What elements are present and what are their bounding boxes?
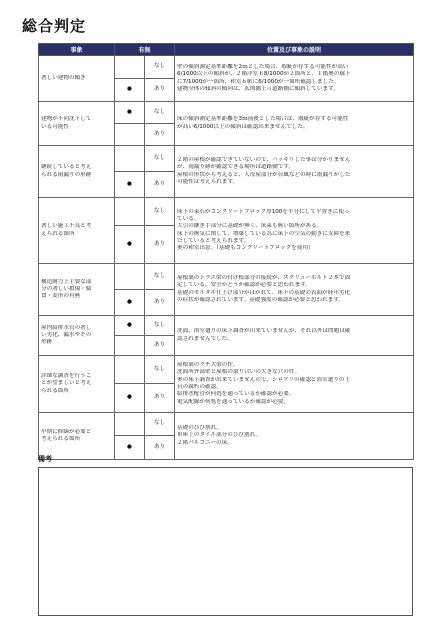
presence-option-label: なし — [145, 56, 175, 79]
presence-option-label: なし — [145, 316, 175, 336]
presence-option-label: なし — [145, 264, 175, 290]
item-text: 早期に修繕が必要と — [41, 428, 92, 435]
presence-option-label: あり — [145, 290, 175, 316]
description-cell — [175, 264, 414, 316]
item-text: 継続していると考え — [41, 164, 92, 171]
item-text: 構造耐力上主要な部 — [41, 278, 92, 285]
item-text: いる可能性 — [41, 123, 69, 130]
table-row — [39, 356, 414, 384]
description-cell — [175, 146, 414, 198]
description-line: が、雨漏り跡が確認できる場所は道路側です。 — [177, 164, 295, 171]
description-line: ２階の屋根が確認できていないので、ハッキリした事は分かりません — [177, 156, 351, 163]
presence-option-label: あり — [145, 226, 175, 264]
item-text: えられる箇所 — [41, 230, 75, 237]
item-cell — [39, 413, 115, 460]
presence-mark — [115, 336, 145, 356]
table-header-row — [39, 44, 414, 56]
header-item: 事象 — [39, 44, 115, 56]
description-line: の症状が確認されています。基礎強度の確認が必要と思われます。 — [177, 296, 344, 303]
item-text: 食・変形の有無 — [41, 293, 81, 300]
description-line: 6/1000以上の傾斜が、２階洋室Ｅ8/1000が２箇所と、１階奥の廊下 — [177, 71, 351, 78]
presence-mark — [115, 356, 145, 384]
presence-option-label: なし — [145, 146, 175, 172]
presence-option-label: あり — [145, 384, 175, 413]
presence-option-label: あり — [145, 172, 175, 198]
description-line: 大引の継ぎ手部分に基礎が無く、床束も無い箇所がある。 — [177, 223, 323, 230]
description-line: 床の傾斜測定基準距離を3ｍ前後とした場合は、瑕疵が存する可能性 — [177, 116, 349, 123]
description-line: たしていると考えられます。 — [177, 237, 250, 244]
presence-option-label: あり — [145, 336, 175, 356]
description-line: 基礎のひび割れ。 — [177, 425, 223, 432]
presence-option-label: あり — [145, 79, 175, 102]
table-row — [39, 413, 414, 436]
item-text: られる雨漏りの形跡 — [41, 171, 92, 178]
description-line: 台の腐朽の確認。 — [177, 384, 222, 390]
description-line: 屋根の形状から考えると、人母屋部分が台風などの時に雨漏りがした — [177, 171, 351, 178]
presence-mark — [115, 198, 145, 226]
item-cell — [39, 356, 115, 413]
item-cell — [39, 316, 115, 356]
description-cell — [175, 356, 414, 413]
presence-mark: ● — [115, 226, 145, 264]
item-text: とが望ましいと考え — [41, 380, 92, 387]
item-cell — [39, 146, 115, 198]
presence-mark: ● — [115, 290, 145, 316]
item-text: られる箇所 — [41, 387, 69, 394]
presence-mark: ● — [115, 316, 145, 336]
remarks-label: 備考 — [38, 455, 52, 463]
presence-option-label: あり — [145, 436, 175, 460]
description-cell — [175, 102, 414, 146]
description-line: 奥の床下調査が出来ていませんので、シロアリの確認と浴室廻りの土 — [177, 376, 351, 383]
presence-mark: ● — [115, 384, 145, 413]
description-cell — [175, 198, 414, 264]
description-line: 床下の束石がコンクリートブロック厚100を半分にして平置きに使っ — [177, 208, 350, 215]
table-row — [39, 146, 414, 172]
item-text: 考えられる箇所 — [41, 436, 81, 442]
description-line: 給排水配管が何処を通っているか確認が必要。 — [177, 391, 295, 398]
description-line: 壁の傾斜測定基準距離を2ｍとした場合、瑕疵が存する可能性が高い — [177, 63, 349, 70]
presence-option-label: あり — [145, 124, 175, 146]
description-line: ている。 — [177, 215, 200, 222]
presence-option-label: なし — [145, 356, 175, 384]
description-line: 屋根裏のトラス梁の付け根部分の接続が、スクリューボルト２本で固 — [177, 274, 351, 281]
description-line: 車庫上のタイル部分のひび割れ。 — [177, 432, 262, 439]
presence-option-label: なし — [145, 413, 175, 436]
table-row — [39, 56, 414, 79]
description-line: 電気配線が何処を通っているか確認が必要。 — [177, 398, 289, 405]
presence-option-label: なし — [145, 198, 175, 226]
description-line: 定している。安全かどうか確認が必要と思われます。 — [177, 282, 311, 289]
table-row — [39, 316, 414, 336]
item-cell — [39, 264, 115, 316]
presence-mark: ● — [115, 436, 145, 460]
description-cell — [175, 56, 414, 102]
presence-option-label: なし — [145, 102, 175, 124]
description-line: 基礎のモルタル仕上げ部分がはがれて、床下の基礎の表面が経年劣化 — [177, 289, 351, 296]
description-line: ２階バルコニーの床。 — [177, 439, 233, 446]
header-presence: 有無 — [115, 44, 175, 56]
header-description: 位置及び事象の説明 — [175, 44, 414, 56]
presence-mark: ● — [115, 172, 145, 198]
description-line: 洗面、浴室廻りの床下調査が出来ていませんが、それ以外は問題は確 — [177, 328, 351, 335]
description-cell — [175, 413, 414, 460]
description-cell — [175, 316, 414, 356]
item-cell — [39, 102, 115, 146]
description-line: 建物全体の傾斜の傾向は、玄関側上っ道路側に傾斜しています。 — [177, 85, 339, 92]
presence-mark — [115, 124, 145, 146]
table-row — [39, 102, 414, 124]
item-cell — [39, 198, 115, 264]
description-line: 奥の和室出窓。（基礎もコンクリートブロックを使用） — [177, 245, 314, 252]
table-row — [39, 264, 414, 290]
description-line: 洗面所外部壁と屋根の取り合いの大きな穴の件。 — [177, 369, 301, 376]
item-text: 著しい建物の傾き — [41, 74, 86, 81]
description-line: に7/1000が一箇所、和室６帖に6/1000が一箇所確認しました。 — [177, 78, 340, 85]
presence-mark — [115, 264, 145, 290]
item-text: 分の著しい損傷・腐 — [41, 285, 92, 292]
description-line: 屋根裏のラチ大梁の件。 — [177, 362, 239, 369]
item-text: 著しい施工不良と考 — [41, 223, 92, 230]
presence-mark: ● — [115, 79, 145, 102]
presence-mark: ● — [115, 102, 145, 124]
item-text: 建物が不同沈下して — [41, 116, 92, 123]
description-line: 認されませんでした。 — [177, 335, 233, 342]
presence-mark — [115, 146, 145, 172]
presence-mark — [115, 413, 145, 436]
page-title: 総合判定 — [22, 17, 87, 35]
presence-mark — [115, 56, 145, 79]
item-text: 形跡 — [41, 339, 53, 346]
item-cell — [39, 56, 115, 102]
item-text: 屋内給排水管の著し — [41, 324, 92, 331]
judgement-table — [38, 43, 414, 460]
item-text: い劣化、漏水やその — [41, 331, 92, 338]
description-line: が高い6/1000以上の傾斜は確認出来ませんでした。 — [177, 123, 309, 130]
table-row — [39, 198, 414, 226]
description-line: 可能性は考えられます。 — [177, 178, 239, 185]
item-text: 詳細な調査を行うこ — [41, 373, 92, 380]
remarks-box — [38, 467, 413, 616]
description-line: 床下の換気に関して、増築している為に床下の空気の動きに支障を来 — [177, 230, 351, 237]
